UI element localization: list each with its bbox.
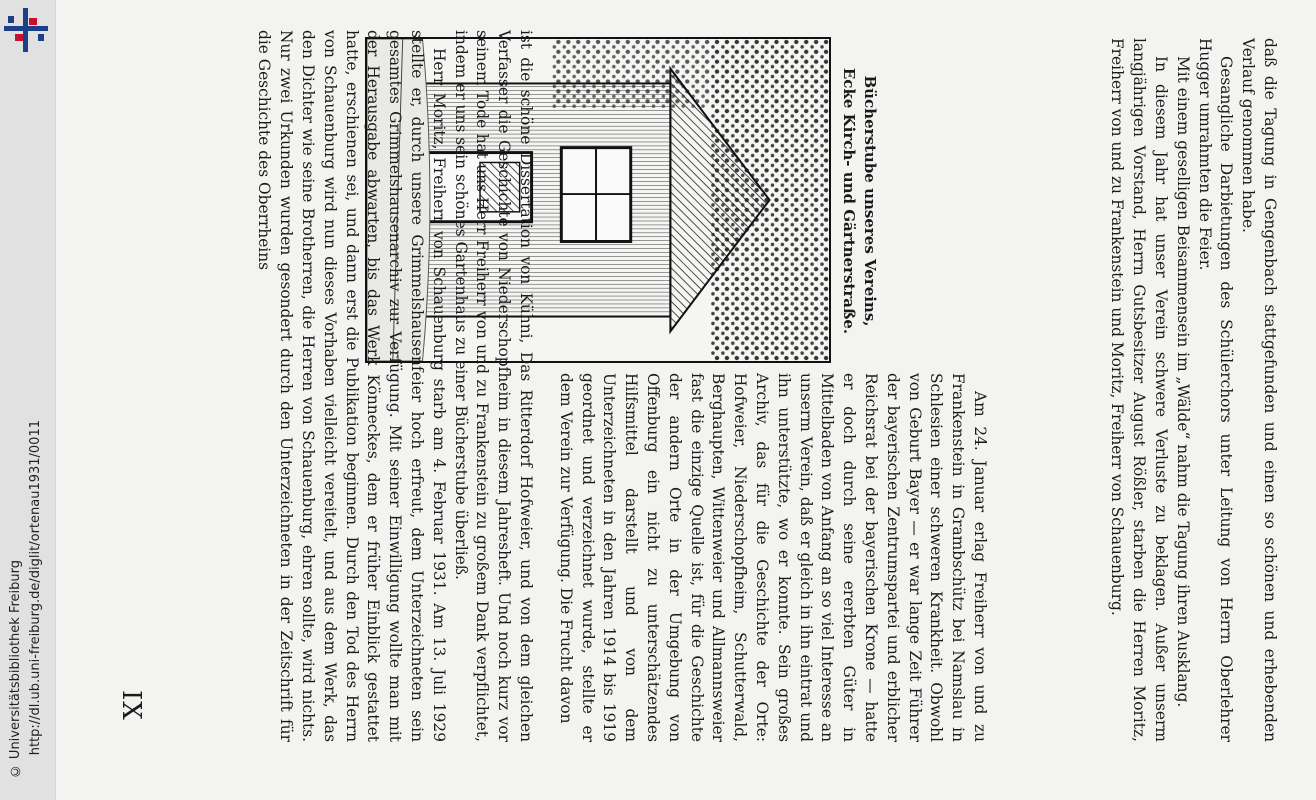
bottom-text-block bbox=[253, 30, 536, 742]
page-number: IX bbox=[116, 690, 146, 721]
paragraph: daß die Tagung in Gengenbach stattgefunden und einen so schönen und erhebenden Verlauf genommen habe. bbox=[1239, 38, 1279, 742]
source-url[interactable]: http://dl.ub.uni-freiburg.de/diglit/ortenau1931/0011 bbox=[28, 420, 43, 756]
scanned-page bbox=[56, 0, 1316, 800]
paragraph: ist die schöne Dissertation von Kühni, Das Ritterdorf Hofweier, und von dem gleichen Verfasser die Geschichte von Niederschopfheim in diesem Jahresheft. Und noch kurz vor seinem Tode hat uns Herr Freiherr von und zu Frankenstein zu großem Dank verpflichtet, indem er uns sein schönes Gartenhaus zu einer Bücherstube überließ. bbox=[451, 30, 535, 742]
caption-line: Ecke Kirch- und Gärtnerstraße. bbox=[840, 67, 858, 335]
viewer-sidebar bbox=[0, 0, 55, 800]
top-text-block bbox=[1106, 38, 1280, 742]
right-text-column bbox=[554, 373, 990, 742]
page-content bbox=[56, 0, 1316, 800]
paragraph: Am 24. Januar erlag Freiherr von und zu Frankenstein in Grambschütz bei Namslau in Schlesien einer schweren Krankheit. Obwohl von Geburt Bayer — er war lange Zeit Führer der bayerischen Zentrumspartei und erblicher Reichsrat bei der bayerischen Krone — hatte er doch durch seine ererbten Güter in Mittelbaden von Anfang an so viel Interesse an unserm Verein, daß er gleich in ihn eintrat und ihn unterstützte, wo er konnte. Sein großes Archiv, das für die Geschichte der Orte: Hofweier, Niederschopfheim, Schutterwald, Berghaupten, Wittenweier und Allmannsweier fast die einzige Quelle ist, für die Geschichte der andern Orte in der Umgebung von Offenburg ein nicht zu unterschätzendes Hilfsmittel darstellt und von dem Unterzeichneten in den Jahren 1914 bis 1919 geordnet und verzeichnet wurde, stellte er dem Verein zur Verfügung. Die Frucht davon bbox=[556, 373, 989, 742]
university-logo-icon bbox=[4, 8, 48, 54]
paragraph: In diesem Jahr hat unser Verein schwere Verluste zu beklagen. Außer unserm langjährigen Vorstand, Herrn Gutsbesitzer August Rößler, starben die Herren Moritz, Freiherr von und zu Frankenstein und Moritz, Freiherr von Schauenburg. bbox=[1108, 38, 1171, 742]
paragraph: Gesangliche Darbietungen des Schülerchors unter Leitung von Herrn Oberlehrer Hugger umrahmten die Feier. bbox=[1195, 38, 1236, 742]
caption-line: Bücherstube unseres Vereins, bbox=[861, 75, 879, 327]
copyright-notice: © Universitätsbibliothek Freiburg bbox=[8, 560, 23, 779]
paragraph: Herr Moritz, Freiherr von Schauenburg starb am 4. Februar 1931. Am 13. Juli 1929 stellte er, durch unsere Grimmelshausenfeier hoch erfreut, dem Unterzeichneten sein gesamtes Grimmelshausenarchiv zur Verfügung. Mit seiner Einwilligung wollte man mit der Herausgabe abwarten, bis das Werk Könneckes, dem er früher Einblick gestattet hatte, erschienen sei, und dann erst die Publikation beginnen. Durch den Tod des Herrn von Schauenburg wird nun dieses Vorhaben vielleicht vereitelt, und aus dem Werk, das den Dichter wie seine Brotherren, die Herren von Schauenburg, ehren sollte, wird nichts. Nur zwei Urkunden wurden gesondert durch den Unterzeichneten in der Zeitschrift für die Geschichte des Oberrheins bbox=[255, 30, 448, 742]
figure-caption bbox=[838, 40, 880, 362]
paragraph: Mit einem geselligen Beisammensein im „Wälde“ nahm die Tagung ihren Ausklang. bbox=[1173, 56, 1192, 708]
